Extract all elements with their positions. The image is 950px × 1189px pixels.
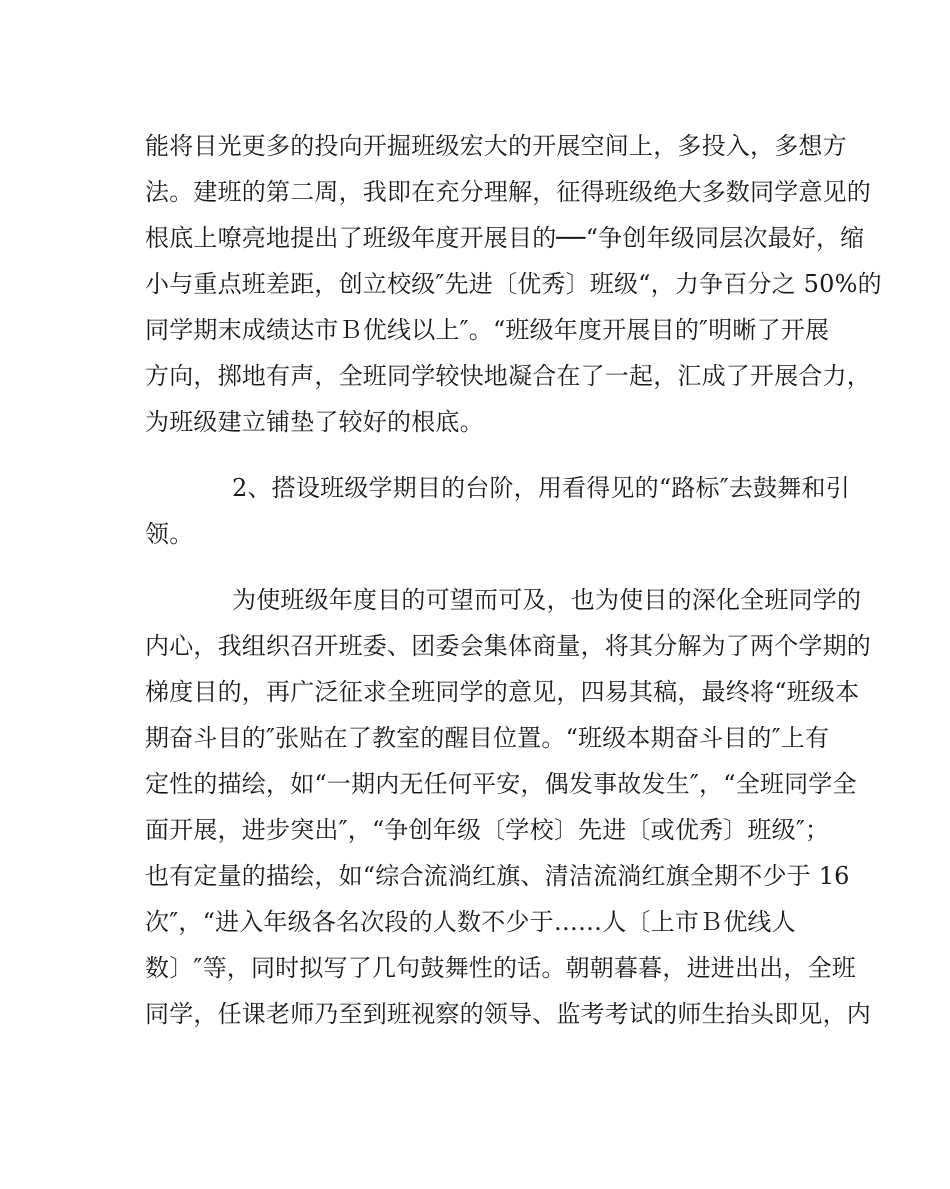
paragraph-line-17: 同学，任课老师乃至到班视察的领导、监考考试的师生抬头即见，内: [145, 1000, 871, 1028]
paragraph-line-5: 同学期末成绩达市Ｂ优线以上″。“班级年度开展目的″明晰了开展: [145, 316, 830, 344]
paragraph-line-14: 也有定量的描绘，如“综合流淌红旗、清洁流淌红旗全期不少于 16: [145, 862, 850, 890]
paragraph-line-9: 内心，我组织召开班委、团委会集体商量，将其分解为了两个学期的: [145, 632, 871, 660]
paragraph-line-13: 面开展，进步突出″，“争创年级〔学校〕先进〔或优秀〕班级″；: [145, 816, 830, 844]
paragraph-line-15: 次″，“进入年级各名次段的人数不少于……人〔上市Ｂ优线人: [145, 908, 796, 936]
paragraph-line-3: 根底上嘹亮地提出了班级年度开展目的──“争创年级同层次最好，缩: [145, 224, 865, 252]
paragraph-line-12: 定性的描绘，如“一期内无任何平安，偶发事故发生″，“全班同学全: [145, 770, 857, 798]
paragraph-line-7: 为班级建立铺垫了较好的根底。: [145, 408, 484, 436]
paragraph-line-4: 小与重点班差距，创立校级″先进〔优秀〕班级“，力争百分之 50%的: [145, 270, 882, 298]
paragraph-line-16: 数〕″等，同时拟写了几句鼓舞性的话。朝朝暮暮，进进出出，全班: [145, 954, 856, 982]
section-heading-line-2: 领。: [145, 520, 194, 548]
paragraph-line-11: 期奋斗目的″张贴在了教室的醒目位置。“班级本期奋斗目的″上有: [145, 724, 830, 752]
paragraph-line-8: 为使班级年度目的可望而可及，也为使目的深化全班同学的: [232, 586, 862, 614]
paragraph-line-6: 方向，掷地有声，全班同学较快地凝合在了一起，汇成了开展合力，: [145, 362, 871, 390]
paragraph-line-1: 能将目光更多的投向开掘班级宏大的开展空间上，多投入，多想方: [145, 132, 847, 160]
paragraph-line-2: 法。建班的第二周，我即在充分理解，征得班级绝大多数同学意见的: [145, 178, 871, 206]
paragraph-line-10: 梯度目的，再广泛征求全班同学的意见，四易其稿，最终将“班级本: [145, 678, 860, 706]
section-heading-line-1: 2、搭设班级学期目的台阶，用看得见的“路标″去鼓舞和引: [232, 474, 850, 502]
